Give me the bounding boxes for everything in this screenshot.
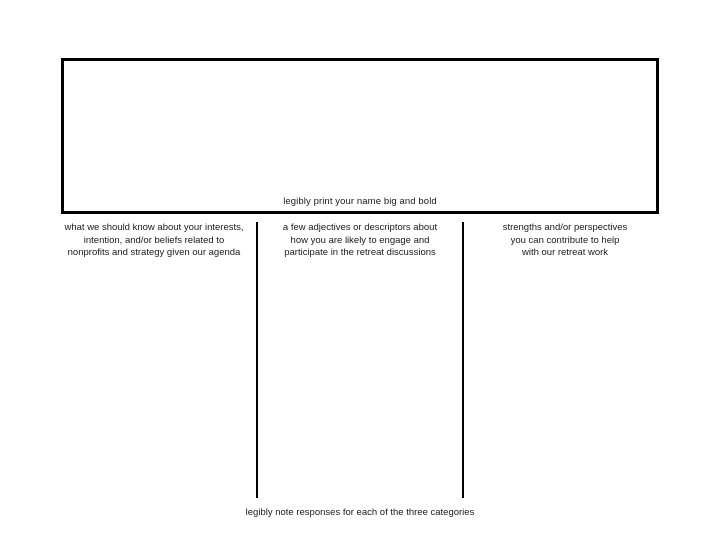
name-box[interactable] — [61, 58, 659, 214]
column-interests-prompt: what we should know about your interests, intention, and/or beliefs related to nonprofits and strategy given our agenda — [64, 222, 244, 258]
name-box-caption: legibly print your name big and bold — [283, 196, 437, 207]
column-descriptors-prompt: a few adjectives or descriptors about how you are likely to engage and participate in the retreat discussions — [282, 222, 438, 258]
footer-caption: legibly note responses for each of the three categories — [245, 507, 475, 518]
column-divider-right — [462, 222, 464, 498]
column-divider-left — [256, 222, 258, 498]
column-strengths-prompt: strengths and/or perspectives you can contribute to help with our retreat work — [502, 222, 628, 258]
